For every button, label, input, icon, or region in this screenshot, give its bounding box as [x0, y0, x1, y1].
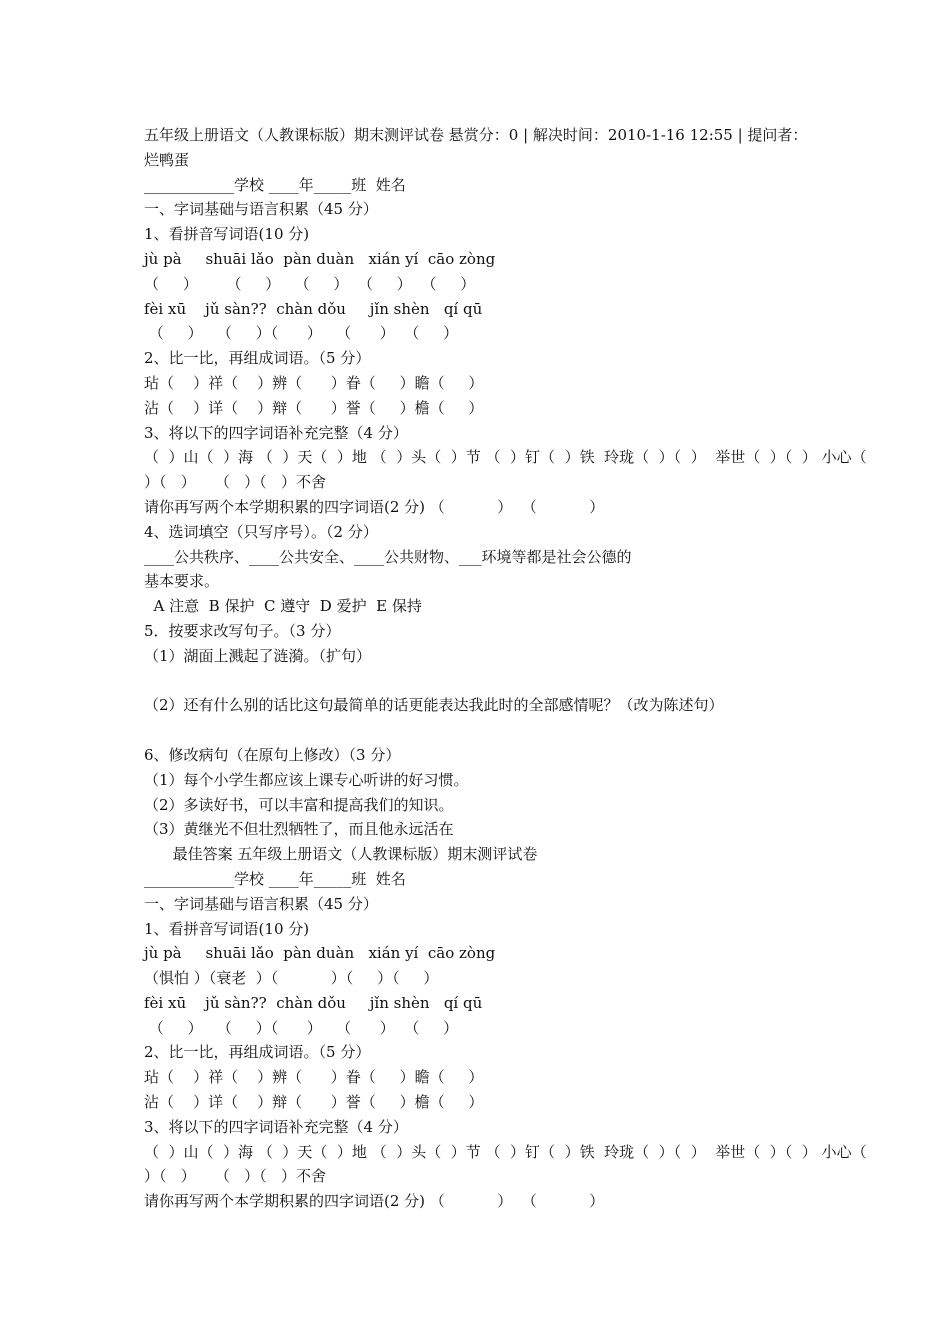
school-info-line: ____________学校 ____年_____班 姓名 — [144, 175, 406, 194]
pinyin-row: fèi xū jǔ sàn?? chàn dǒu jǐn shèn qí qū — [144, 993, 483, 1012]
q1-title: 1、看拼音写词语(10 分) — [144, 225, 310, 244]
blank-row: （ ） （ ）（ ） （ ） （ ） — [144, 1018, 459, 1037]
best-answer-title: 最佳答案 五年级上册语文（人教课标版）期末测评试卷 — [144, 845, 538, 864]
q6-title: 6、修改病句（在原句上修改）（3 分） — [144, 745, 401, 764]
q2-title: 2、比一比，再组成词语。（5 分） — [144, 1043, 371, 1062]
q4-title: 4、选词填空（只写序号）。（2 分） — [144, 522, 378, 541]
title-line-2: 烂鸭蛋 — [144, 150, 190, 169]
idioms-line: （ ）山（ ）海 （ ）天（ ）地 （ ）头（ ）节 （ ）钉（ ）铁 玲珑（ ）（ ） 举世（ ）（ ） 小心（ — [144, 1142, 867, 1161]
q6-item: （3）黄继光不但壮烈牺牲了，而且他永远活在 — [144, 820, 454, 839]
q3-title: 3、将以下的四字词语补充完整（4 分） — [144, 1117, 408, 1136]
idioms-line: ）（ ） （ ）（ ）不舍 — [144, 473, 326, 492]
q3-title: 3、将以下的四字词语补充完整（4 分） — [144, 423, 408, 442]
pinyin-row: fèi xū jǔ sàn?? chàn dǒu jǐn shèn qí qū — [144, 299, 483, 318]
idioms-line: （ ）山（ ）海 （ ）天（ ）地 （ ）头（ ）节 （ ）钉（ ）铁 玲珑（ ）（ ） 举世（ ）（ ） 小心（ — [144, 448, 867, 467]
idioms-extra: 请你再写两个本学期积累的四字词语(2 分) （ ） （ ） — [144, 497, 605, 516]
q4-sentence: ____公共秩序、____公共安全、____公共财物、___环境等都是社会公德的 — [144, 547, 632, 566]
document-body — [144, 123, 867, 1214]
blank-row: （ ） （ ）（ ） （ ） （ ） — [144, 324, 459, 343]
compare-row: 沾（ ）详（ ）辩（ ）誉（ ）檐（ ） — [144, 1093, 484, 1112]
q2-title: 2、比一比，再组成词语。（5 分） — [144, 349, 371, 368]
idioms-line: ）（ ） （ ）（ ）不舍 — [144, 1167, 326, 1186]
compare-row: 玷（ ）祥（ ）辨（ ）眷（ ）瞻（ ） — [144, 373, 484, 392]
q5-item: （2）还有什么别的话比这句最简单的话更能表达我此时的全部感情呢？（改为陈述句） — [144, 696, 724, 715]
spacer — [144, 718, 844, 743]
answer-row: （惧怕 ）（衰老 ）（ ）（ ）（ ） — [144, 969, 439, 988]
section-title: 一、字词基础与语言积累（45 分） — [144, 894, 378, 913]
q4-sentence: 基本要求。 — [144, 572, 220, 591]
q5-title: 5．按要求改写句子。（3 分） — [144, 621, 341, 640]
q4-options: A 注意 B 保护 C 遵守 D 爱护 E 保持 — [144, 597, 422, 616]
q6-item: （2）多读好书，可以丰富和提高我们的知识。 — [144, 795, 454, 814]
q1-title: 1、看拼音写词语(10 分) — [144, 919, 310, 938]
title-line-1: 五年级上册语文（人教课标版）期末测评试卷 悬赏分：0 | 解决时间：2010-1-16 12:55 | 提问者： — [144, 126, 808, 144]
q5-item: （1）湖面上溅起了涟漪。（扩句） — [144, 646, 372, 665]
q6-item: （1）每个小学生都应该上课专心听讲的好习惯。 — [144, 770, 469, 789]
spacer — [144, 669, 844, 694]
section-title: 一、字词基础与语言积累（45 分） — [144, 200, 378, 219]
compare-row: 玷（ ）祥（ ）辨（ ）眷（ ）瞻（ ） — [144, 1068, 484, 1087]
blank-row: （ ） （ ） （ ） （ ） （ ） — [144, 274, 476, 293]
pinyin-row: jù pà shuāi lǎo pàn duàn xián yí cāo zòng — [144, 944, 496, 963]
pinyin-row: jù pà shuāi lǎo pàn duàn xián yí cāo zòng — [144, 249, 496, 268]
idioms-extra: 请你再写两个本学期积累的四字词语(2 分) （ ） （ ） — [144, 1192, 605, 1211]
compare-row: 沾（ ）详（ ）辩（ ）誉（ ）檐（ ） — [144, 398, 484, 417]
school-info-line: ____________学校 ____年_____班 姓名 — [144, 869, 406, 888]
